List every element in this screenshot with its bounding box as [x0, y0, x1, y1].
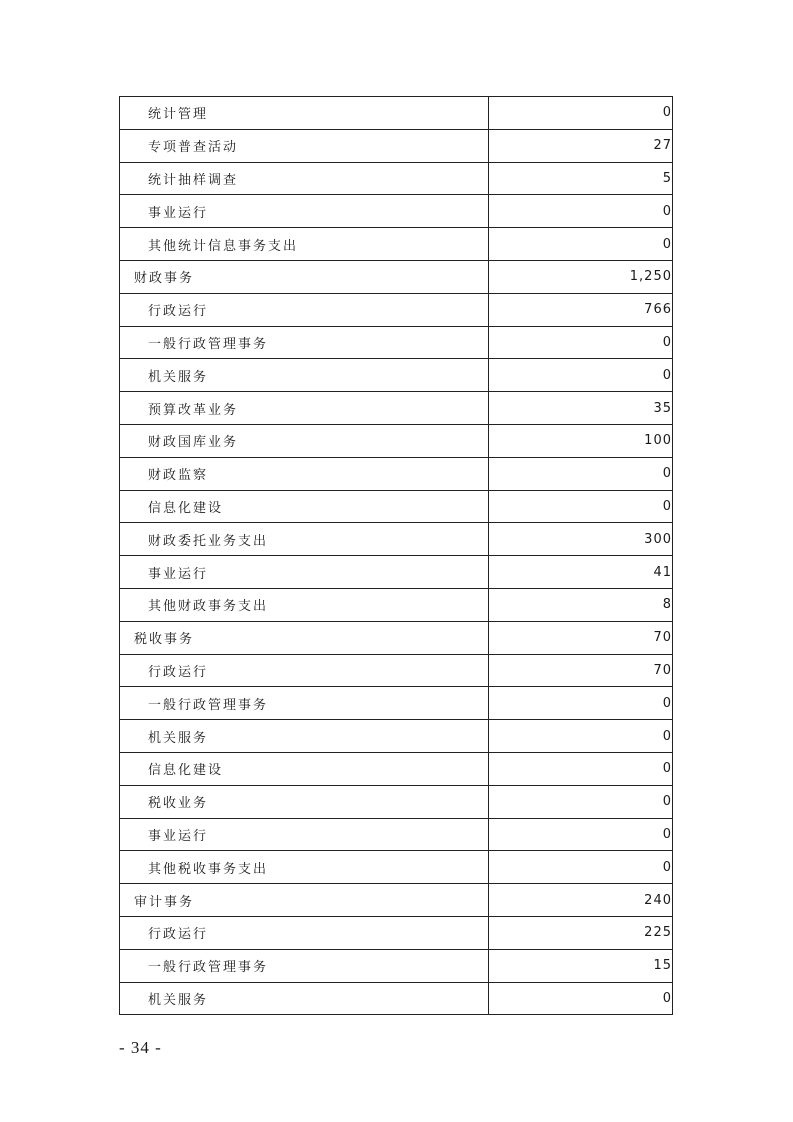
row-name: 机关服务 [120, 982, 489, 1015]
table-row [120, 720, 673, 753]
row-name: 一般行政管理事务 [120, 687, 489, 720]
row-amount: 0 [489, 490, 673, 523]
page-number: - 34 - [119, 1038, 162, 1057]
row-amount: 766 [489, 293, 673, 326]
row-name: 财政监察 [120, 457, 489, 490]
row-amount: 15 [489, 949, 673, 982]
table-row [120, 162, 673, 195]
row-amount: 0 [489, 97, 673, 130]
table-row [120, 260, 673, 293]
row-name: 行政运行 [120, 293, 489, 326]
table-row [120, 687, 673, 720]
row-amount: 0 [489, 359, 673, 392]
table-row [120, 654, 673, 687]
table-row [120, 523, 673, 556]
row-amount: 5 [489, 162, 673, 195]
row-name: 财政国库业务 [120, 424, 489, 457]
row-amount: 0 [489, 687, 673, 720]
table-row [120, 359, 673, 392]
row-name: 其他财政事务支出 [120, 588, 489, 621]
table-row [120, 818, 673, 851]
table-row [120, 949, 673, 982]
row-name: 机关服务 [120, 720, 489, 753]
table-row [120, 195, 673, 228]
row-name: 税收业务 [120, 785, 489, 818]
row-name: 机关服务 [120, 359, 489, 392]
row-amount: 0 [489, 851, 673, 884]
row-name: 统计管理 [120, 97, 489, 130]
row-name: 信息化建设 [120, 752, 489, 785]
table-row [120, 129, 673, 162]
row-name: 财政事务 [120, 260, 489, 293]
row-amount: 0 [489, 818, 673, 851]
row-name: 预算改革业务 [120, 392, 489, 425]
row-name: 事业运行 [120, 818, 489, 851]
row-amount: 0 [489, 326, 673, 359]
row-amount: 1,250 [489, 260, 673, 293]
table-row [120, 785, 673, 818]
row-amount: 27 [489, 129, 673, 162]
row-amount: 0 [489, 720, 673, 753]
row-name: 事业运行 [120, 195, 489, 228]
row-name: 行政运行 [120, 654, 489, 687]
row-name: 事业运行 [120, 556, 489, 589]
table-row [120, 982, 673, 1015]
row-amount: 0 [489, 752, 673, 785]
table-row [120, 851, 673, 884]
table-row [120, 228, 673, 261]
row-name: 一般行政管理事务 [120, 949, 489, 982]
table-row [120, 424, 673, 457]
row-amount: 35 [489, 392, 673, 425]
row-amount: 0 [489, 457, 673, 490]
table-row [120, 884, 673, 917]
row-name: 行政运行 [120, 916, 489, 949]
table-row [120, 588, 673, 621]
table-row [120, 556, 673, 589]
row-amount: 70 [489, 654, 673, 687]
table-row [120, 97, 673, 130]
row-amount: 0 [489, 982, 673, 1015]
table-body [120, 97, 673, 1015]
table-row [120, 490, 673, 523]
row-amount: 300 [489, 523, 673, 556]
row-amount: 41 [489, 556, 673, 589]
table-row [120, 293, 673, 326]
row-name: 审计事务 [120, 884, 489, 917]
row-name: 税收事务 [120, 621, 489, 654]
budget-table [119, 96, 673, 1015]
row-amount: 0 [489, 785, 673, 818]
row-name: 一般行政管理事务 [120, 326, 489, 359]
row-name: 财政委托业务支出 [120, 523, 489, 556]
table-row [120, 621, 673, 654]
row-name: 其他税收事务支出 [120, 851, 489, 884]
table-row [120, 752, 673, 785]
row-amount: 0 [489, 195, 673, 228]
row-name: 专项普查活动 [120, 129, 489, 162]
table-row [120, 326, 673, 359]
table-row [120, 457, 673, 490]
row-amount: 100 [489, 424, 673, 457]
row-name: 统计抽样调查 [120, 162, 489, 195]
table-row [120, 392, 673, 425]
row-amount: 70 [489, 621, 673, 654]
table-row [120, 916, 673, 949]
row-amount: 0 [489, 228, 673, 261]
row-amount: 240 [489, 884, 673, 917]
row-amount: 225 [489, 916, 673, 949]
row-name: 其他统计信息事务支出 [120, 228, 489, 261]
row-amount: 8 [489, 588, 673, 621]
row-name: 信息化建设 [120, 490, 489, 523]
